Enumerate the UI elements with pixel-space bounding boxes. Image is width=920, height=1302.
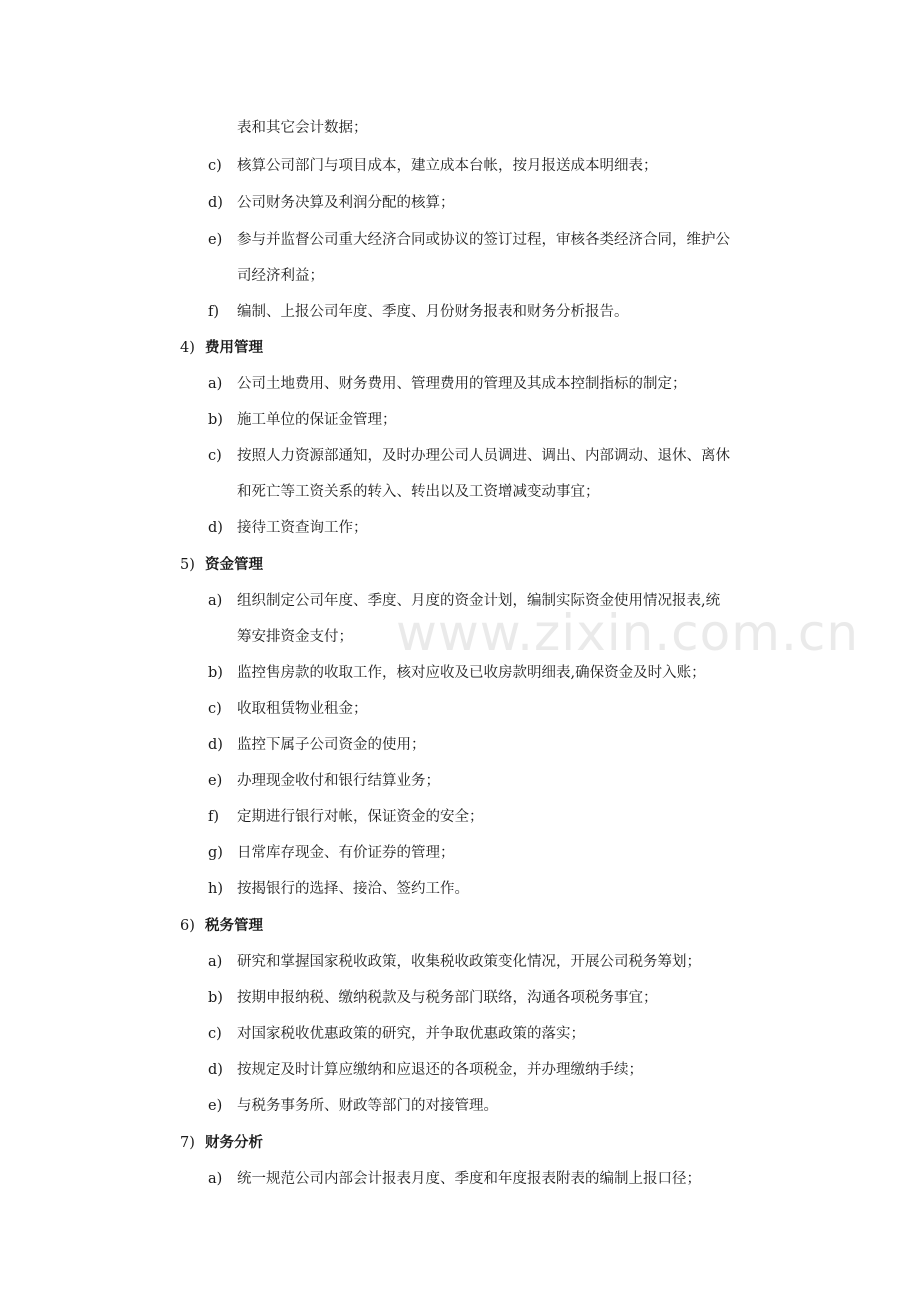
list-item-text: 监控下属子公司资金的使用； (237, 737, 426, 753)
list-item-text: 按照人力资源部通知，及时办理公司人员调进、调出、内部调动、退休、离休 (237, 448, 730, 464)
list-item-text: 按规定及时计算应缴纳和应退还的各项税金，并办理缴纳手续； (237, 1062, 643, 1078)
list-item-continuation: 司经济利益； (237, 268, 324, 284)
list-item-marker: b) (208, 412, 223, 428)
list-item-text: 统一规范公司内部会计报表月度、季度和年度报表附表的编制上报口径； (237, 1171, 701, 1187)
list-item-marker: c) (208, 701, 222, 717)
list-item-text: 与税务事务所、财政等部门的对接管理。 (237, 1098, 498, 1114)
list-item-marker: d) (208, 520, 223, 536)
section-title: 税务管理 (205, 918, 263, 934)
list-item-marker: a) (208, 954, 223, 970)
list-item-marker: g) (208, 845, 223, 861)
section-title: 费用管理 (205, 340, 263, 356)
list-item-text: 研究和掌握国家税收政策，收集税收政策变化情况，开展公司税务筹划； (237, 954, 701, 970)
list-item-marker: a) (208, 593, 223, 609)
list-item-text: 参与并监督公司重大经济合同或协议的签订过程，审核各类经济合同，维护公 (237, 232, 730, 248)
list-item-marker: d) (208, 195, 223, 211)
list-item-text: 办理现金收付和银行结算业务； (237, 773, 440, 789)
list-item-marker: b) (208, 665, 223, 681)
continuation-text: 表和其它会计数据； (237, 120, 368, 136)
list-item-marker: f) (208, 809, 220, 825)
list-item-marker: e) (208, 1098, 223, 1114)
list-item-text: 接待工资查询工作； (237, 520, 368, 536)
section-title: 资金管理 (205, 557, 263, 573)
list-item-text: 公司财务决算及利润分配的核算； (237, 195, 455, 211)
section-number: 4) (180, 340, 195, 356)
list-item-marker: d) (208, 737, 223, 753)
list-item-text: 施工单位的保证金管理； (237, 412, 397, 428)
list-item-text: 公司土地费用、财务费用、管理费用的管理及其成本控制指标的制定； (237, 376, 687, 392)
list-item-marker: h) (208, 881, 223, 897)
list-item-marker: a) (208, 376, 223, 392)
list-item-marker: c) (208, 158, 222, 174)
list-item-text: 监控售房款的收取工作，核对应收及已收房款明细表,确保资金及时入账； (237, 665, 706, 681)
list-item-continuation: 和死亡等工资关系的转入、转出以及工资增减变动事宜； (237, 484, 600, 500)
list-item-text: 核算公司部门与项目成本，建立成本台帐，按月报送成本明细表； (237, 158, 658, 174)
list-item-text: 编制、上报公司年度、季度、月份财务报表和财务分析报告。 (237, 304, 629, 320)
list-item-marker: f) (208, 304, 220, 320)
list-item-text: 对国家税收优惠政策的研究，并争取优惠政策的落实； (237, 1026, 585, 1042)
list-item-marker: e) (208, 773, 223, 789)
list-item-text: 收取租赁物业租金； (237, 701, 368, 717)
section-number: 6) (180, 918, 195, 934)
list-item-text: 按揭银行的选择、接洽、签约工作。 (237, 881, 469, 897)
list-item-marker: d) (208, 1062, 223, 1078)
list-item-text: 定期进行银行对帐，保证资金的安全； (237, 809, 484, 825)
list-item-text: 日常库存现金、有价证券的管理； (237, 845, 455, 861)
list-item-marker: c) (208, 448, 222, 464)
list-item-marker: e) (208, 232, 223, 248)
watermark: www.zixin.com.cn (396, 604, 860, 662)
list-item-text: 按期申报纳税、缴纳税款及与税务部门联络，沟通各项税务事宜； (237, 990, 658, 1006)
section-number: 7) (180, 1135, 195, 1151)
section-title: 财务分析 (205, 1135, 263, 1151)
list-item-marker: b) (208, 990, 223, 1006)
list-item-marker: a) (208, 1171, 223, 1187)
list-item-continuation: 筹安排资金支付； (237, 629, 353, 645)
list-item-text: 组织制定公司年度、季度、月度的资金计划，编制实际资金使用情况报表,统 (237, 593, 721, 609)
list-item-marker: c) (208, 1026, 222, 1042)
section-number: 5) (180, 557, 195, 573)
